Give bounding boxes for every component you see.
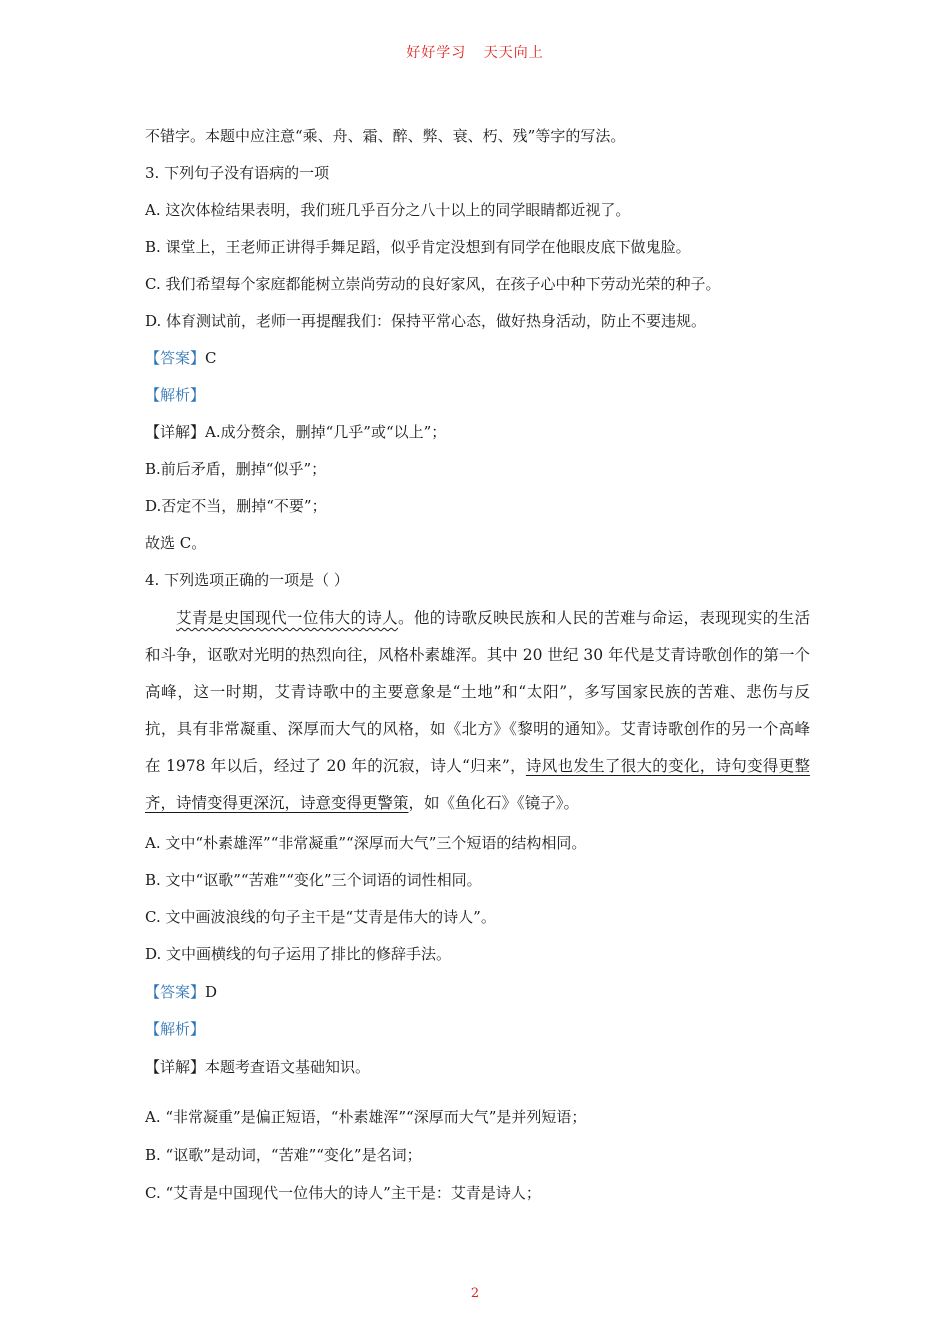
passage-text-2: ，如《鱼化石》《镜子》。 (408, 794, 580, 812)
answer-value: C (205, 349, 217, 367)
question-4-option-c: C. 文中画波浪线的句子主干是“艾青是伟大的诗人”。 (145, 908, 496, 926)
detail-line-1 (145, 422, 446, 442)
question-3-option-d: D. 体育测试前，老师一再提醒我们：保持平常心态，做好热身活动，防止不要违规。 (145, 312, 707, 330)
reading-passage (145, 600, 810, 822)
answer-tag: 【答案】 (145, 983, 206, 1001)
question-3-option-c: C. 我们希望每个家庭都能树立崇尚劳动的良好家风，在孩子心中种下劳动光荣的种子。 (145, 275, 721, 293)
question-3-option-a: A. 这次体检结果表明，我们班几乎百分之八十以上的同学眼睛都近视了。 (145, 201, 631, 219)
analysis-tag: 【解析】 (145, 1020, 206, 1038)
wavy-underlined-sentence: 艾青是史国现代一位伟大的诗人 (176, 609, 399, 627)
detail-tag: 【详解】 (145, 1058, 206, 1076)
question-4-option-d: D. 文中画横线的句子运用了排比的修辞手法。 (145, 945, 452, 963)
analysis-line-1 (145, 385, 205, 405)
detail-text: 本题考查语文基础知识。 (205, 1058, 371, 1076)
answer-line-1 (145, 348, 217, 368)
question-3-title: 3. 下列句子没有语病的一项 (145, 164, 330, 182)
answer-tag: 【答案】 (145, 349, 206, 367)
underlined-sentence: 诗风也发生了很大的变化，诗句变得更整齐，诗情变得更深沉，诗意变得更警策 (145, 757, 810, 812)
explanation-4c: C. “艾青是中国现代一位伟大的诗人”主干是：艾青是诗人； (145, 1184, 541, 1202)
page-number: 2 (470, 1286, 480, 1301)
passage-text-1: 。他的诗歌反映民族和人民的苦难与命运，表现现实的生活和斗争，讴歌对光明的热烈向往，风格朴素雄浑。其中 20 世纪 30 年代是艾青诗歌创作的第一个高峰，这一时期，艾青诗歌中的主要意象是“土地”和“太阳”，多写国家民族的苦难、悲伤与反抗，具有非常凝重、深厚而大气的风格，如《北方》《黎明的通知》。艾青诗歌创作的另一个高峰在 1978 年以后，经过了 20 年的沉寂，诗人“归来”， (145, 609, 810, 775)
explanation-4a: A. “非常凝重”是偏正短语，“朴素雄浑”“深厚而大气”是并列短语； (145, 1108, 587, 1126)
detail-tag: 【详解】 (145, 423, 206, 441)
header-right-text: 天天向上 (483, 45, 544, 61)
text-line: 不错字。本题中应注意“乘、舟、霜、醉、弊、衰、朽、残”等字的写法。 (145, 127, 626, 145)
question-4-option-a: A. 文中“朴素雄浑”“非常凝重”“深厚而大气”三个短语的结构相同。 (145, 834, 587, 852)
explanation-d: D.否定不当，删掉“不要”； (145, 497, 327, 515)
detail-line-2 (145, 1057, 370, 1077)
question-4-option-b: B. 文中“讴歌”“苦难”“变化”三个词语的词性相同。 (145, 871, 482, 889)
explanation-4b: B. “讴歌”是动词，“苦难”“变化”是名词； (145, 1146, 422, 1164)
analysis-line-2 (145, 1019, 205, 1039)
answer-line-2 (145, 982, 217, 1002)
analysis-tag: 【解析】 (145, 386, 206, 404)
question-4-title: 4. 下列选项正确的一项是（ ） (145, 571, 349, 589)
answer-value: D (205, 983, 218, 1001)
question-3-option-b: B. 课堂上，王老师正讲得手舞足蹈，似乎肯定没想到有同学在他眼皮底下做鬼脸。 (145, 238, 691, 256)
page-header (0, 42, 950, 62)
explanation-b: B.前后矛盾，删掉“似乎”； (145, 460, 327, 478)
header-left-text: 好好学习 (406, 45, 467, 61)
conclusion-line: 故选 C。 (145, 534, 207, 552)
detail-text: A.成分赘余，删掉“几乎”或“以上”； (205, 423, 447, 441)
